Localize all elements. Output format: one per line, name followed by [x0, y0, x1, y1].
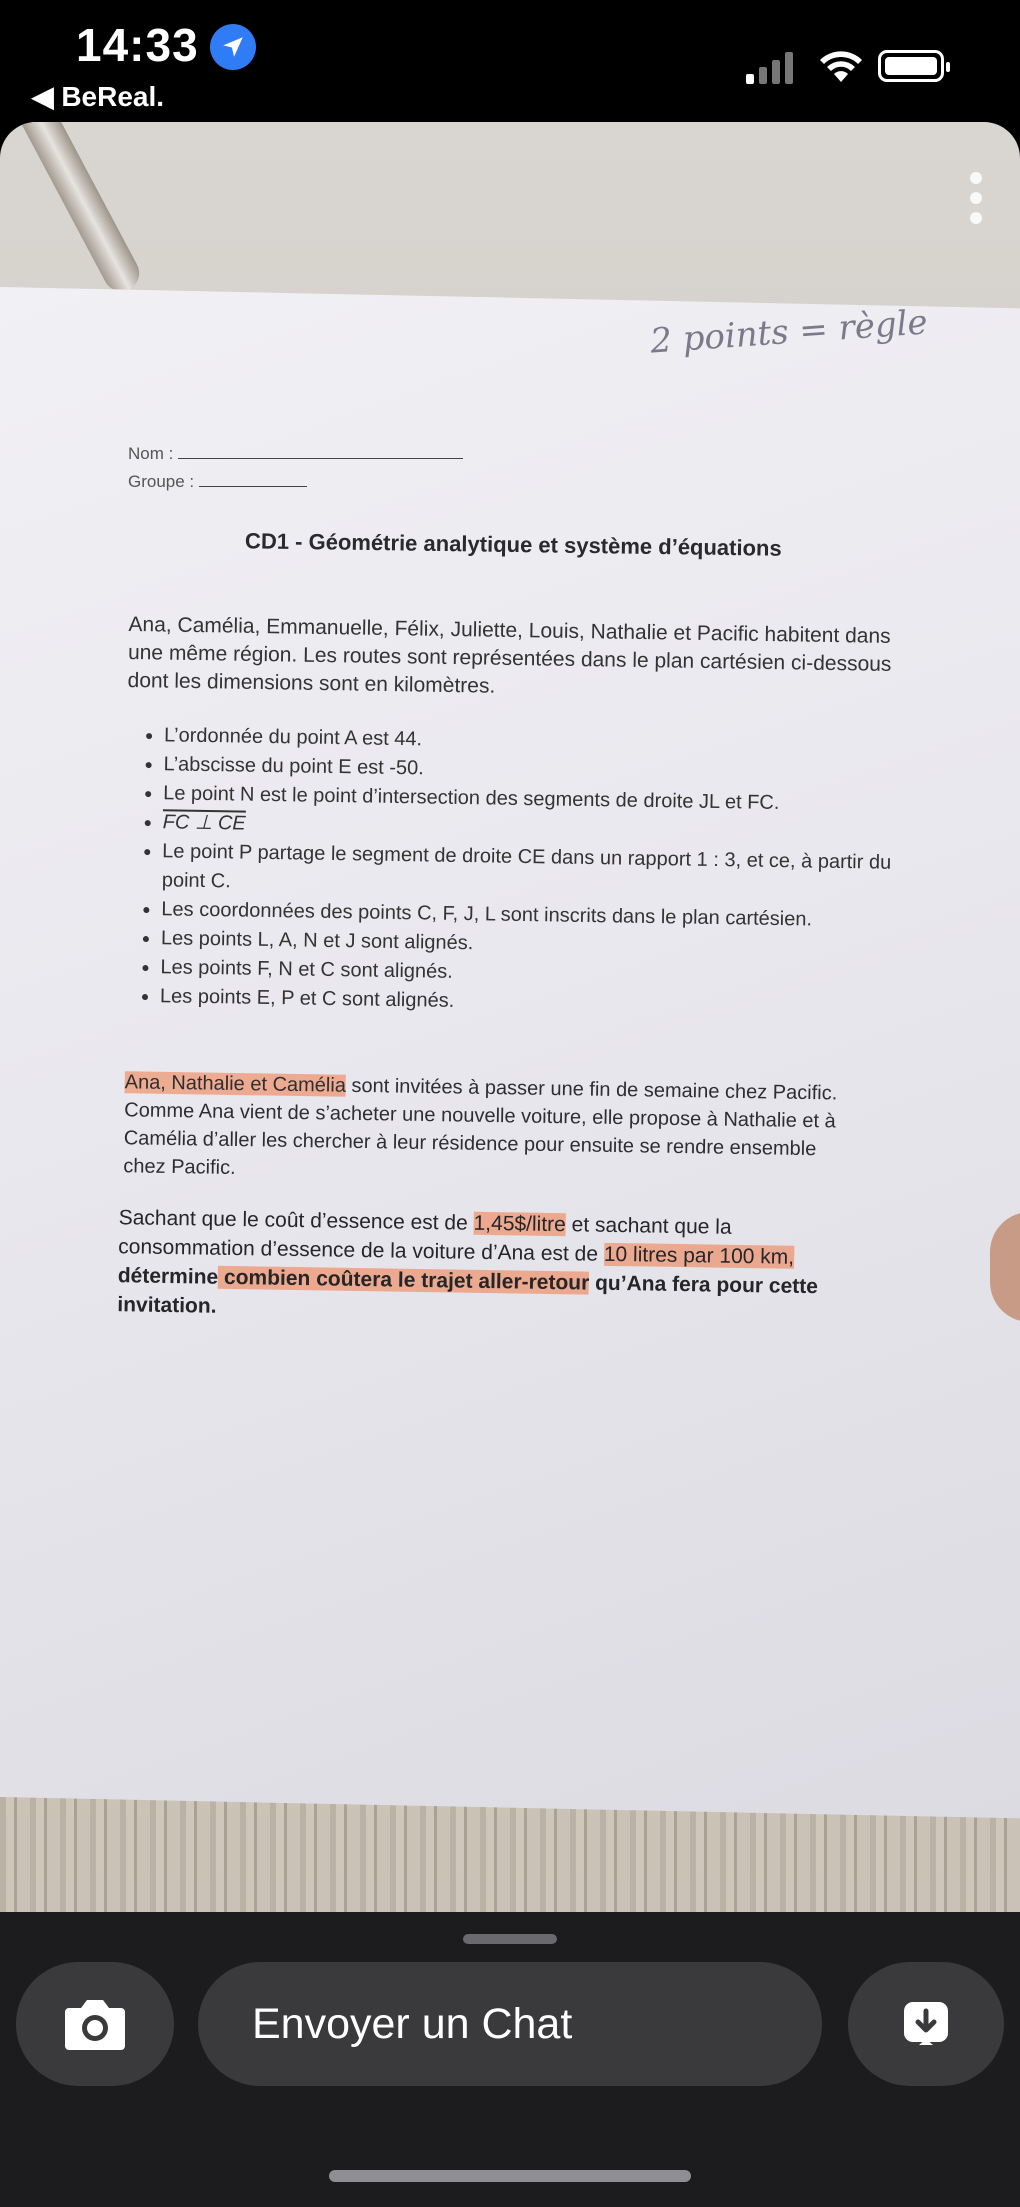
invitation-paragraph [123, 1068, 855, 1191]
list-item: • Le point P partage le segment de droite CE dans un rapport 1 : 3, et ce, à partir du point C. [162, 837, 923, 907]
sheet-grabber[interactable] [463, 1934, 557, 1944]
camera-button[interactable] [16, 1962, 174, 2086]
bold-verb: détermine [117, 1264, 219, 1289]
list-item: • FC ⊥ CE [163, 808, 923, 849]
conditions-list [126, 721, 924, 1023]
chat-placeholder: Envoyer un Chat [252, 2000, 573, 2048]
handwritten-note: 2 points = règle [648, 302, 929, 362]
list-item: • L’abscisse du point E est -50. [163, 750, 923, 791]
home-indicator [329, 2170, 691, 2182]
exam-paper [0, 287, 1020, 1818]
battery-icon [878, 50, 944, 82]
photo-view [0, 122, 1020, 1912]
send-chat-input[interactable] [198, 1962, 822, 2086]
paragraph-text: Sachant que le coût d’essence est de [118, 1206, 474, 1235]
list-item: • Les points F, N et C sont alignés. [160, 953, 920, 994]
paragraph-text: qu’Ana fera pour cette invitation. [117, 1271, 819, 1318]
table-leg [10, 122, 145, 298]
camera-icon [63, 1994, 127, 2052]
location-arrow-icon [210, 24, 256, 70]
question-paragraph [117, 1203, 859, 1331]
highlighted-price: 1,45$/litre [473, 1211, 567, 1237]
back-to-app-link[interactable]: ◀ BeReal. [32, 81, 165, 112]
download-icon [901, 1999, 951, 2049]
name-field [128, 444, 463, 464]
list-item: • L’ordonnée du point A est 44. [164, 721, 924, 762]
wifi-icon [818, 50, 864, 84]
groupe-label: Groupe : [128, 472, 195, 491]
clock: 14:33 [76, 19, 199, 71]
intro-paragraph: Ana, Camélia, Emmanuelle, Félix, Juliette, Louis, Nathalie et Pacific habitent dans une même région. Les routes sont représentées dans le plan cartésien ci-dessous dont les dimensions sont en kilomètres. [127, 612, 892, 698]
highlighted-consumption: 10 litres par 100 km, [603, 1242, 795, 1269]
paragraph-text: sont invitées à passer une fin de semaine chez Pacific. Comme Ana vient de s’acheter une nouvelle voiture, elle propose à Nathalie et à Camélia d’aller les chercher à leur résidence pour ensuite se rendre ensemble chez Pacific. [123, 1074, 838, 1180]
list-item: • Les points E, P et C sont alignés. [160, 982, 920, 1023]
save-button[interactable] [848, 1962, 1004, 2086]
highlighted-question: combien coûtera le trajet aller-retour [217, 1265, 590, 1295]
group-field [128, 472, 307, 492]
document-title: CD1 - Géométrie analytique et système d’équations [244, 528, 782, 561]
paragraph-text: et sachant que la consommation d’essence de la voiture d’Ana est de [118, 1213, 732, 1266]
list-item: • Le point N est le point d’intersection des segments de droite JL et FC. [163, 779, 923, 820]
highlighted-names: Ana, Nathalie et Camélia [124, 1071, 347, 1097]
cellular-signal-icon [746, 52, 796, 84]
status-bar [0, 0, 1020, 120]
list-item: • Les coordonnées des points C, F, J, L sont inscrits dans le plan cartésien. [161, 895, 921, 936]
nom-label: Nom : [128, 444, 174, 463]
bottom-bar [0, 1912, 1020, 2207]
list-item: • Les points L, A, N et J sont alignés. [161, 924, 921, 965]
more-vertical-icon[interactable] [970, 172, 982, 232]
